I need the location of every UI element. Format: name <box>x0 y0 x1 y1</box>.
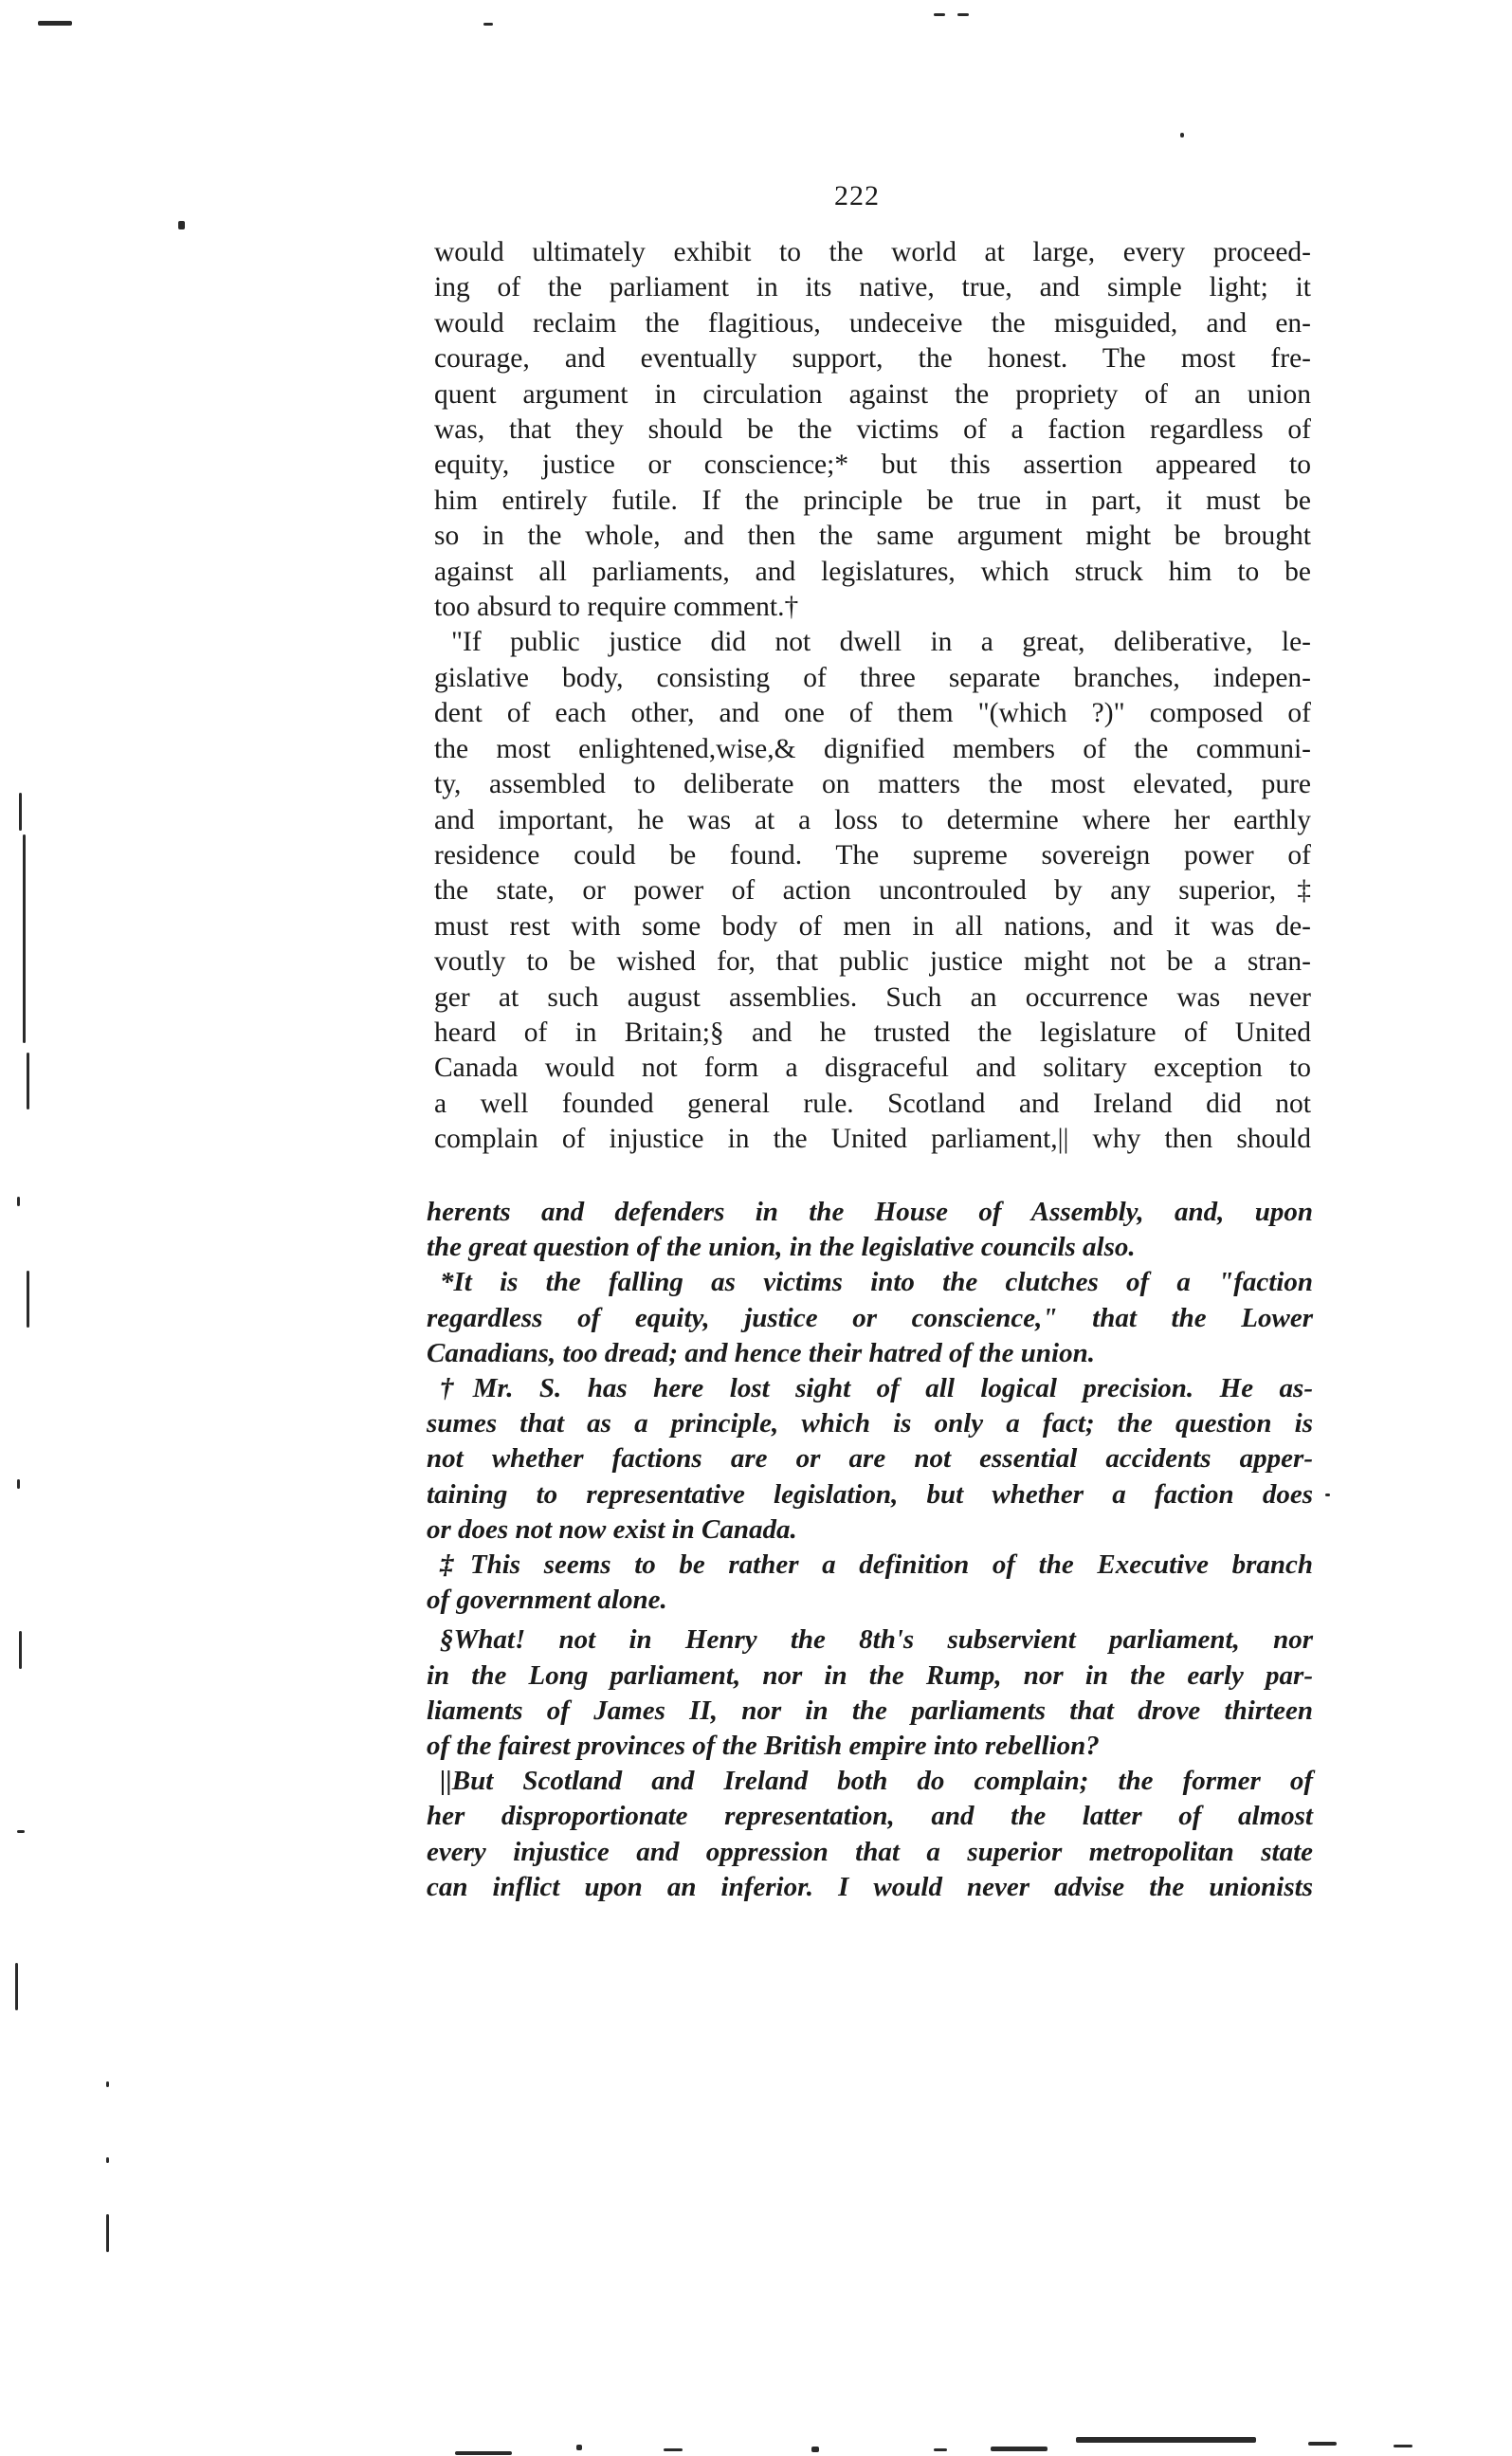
text-line: too absurd to require comment.† <box>434 592 799 623</box>
footnote-line: or does not now exist in Canada. <box>427 1513 797 1545</box>
text-line: against all parliaments, and legislatures, which struck him to be <box>434 556 1311 587</box>
text-line: would reclaim the flagitious, undeceive the misguided, and en- <box>434 307 1311 339</box>
footnote-line: *It is the falling as victims into the clutches of a "faction <box>440 1267 1313 1298</box>
footnote-line: her disproportionate representation, and the latter of almost <box>427 1801 1313 1832</box>
footnote <box>427 1764 1313 1905</box>
text-line: dent of each other, and one of them "(which ?)" composed of <box>434 698 1311 729</box>
footnotes <box>427 1195 1313 1905</box>
text-line: would ultimately exhibit to the world at large, every proceed- <box>434 237 1311 267</box>
text-line: the state, or power of action uncontrouled by any superior,‡ <box>434 875 1311 907</box>
footnote-line: §What! not in Henry the 8th's subservient parliament, nor <box>440 1624 1313 1656</box>
footnote <box>427 1548 1313 1618</box>
footnote-line: can inflict upon an inferior. I would never advise the unionists <box>427 1871 1313 1902</box>
text-line: "If public justice did not dwell in a great, deliberative, le- <box>451 627 1311 658</box>
text-line: heard of in Britain;§ and he trusted the legislature of United <box>434 1017 1311 1048</box>
main-text <box>434 235 1311 1158</box>
footnote-line: of the fairest provinces of the British empire into rebellion? <box>427 1731 1100 1762</box>
footnote-line: ||But Scotland and Ireland both do complain; the former of <box>440 1766 1313 1797</box>
text-line: courage, and eventually support, the honest. The most fre- <box>434 343 1311 375</box>
footnote-line: in the Long parliament, nor in the Rump, nor in the early par- <box>427 1659 1313 1691</box>
footnote <box>427 1265 1313 1371</box>
footnote-continuation <box>427 1195 1313 1265</box>
text-line: the most enlightened,wise,& dignified members of the communi- <box>434 733 1311 764</box>
footnote-line: herents and defenders in the House of Assembly, and, upon <box>427 1197 1313 1227</box>
footnote-line: Canadians, too dread; and hence their hatred of the union. <box>427 1337 1095 1368</box>
footnote-line: of government alone. <box>427 1585 667 1616</box>
footnote-line: †Mr. S. has here lost sight of all logical precision. He as- <box>440 1373 1313 1404</box>
text-line: quent argument in circulation against the propriety of an union <box>434 378 1311 410</box>
text-line: a well founded general rule. Scotland and Ireland did not <box>434 1088 1311 1119</box>
text-line: gislative body, consisting of three separate branches, indepen- <box>434 662 1311 693</box>
page-number: 222 <box>834 180 880 211</box>
footnote-line: sumes that as a principle, which is only a fact; the question is <box>427 1408 1313 1439</box>
footnote-line: taining to representative legislation, but whether a faction does <box>427 1478 1313 1510</box>
text-line: ty, assembled to deliberate on matters the most elevated, pure <box>434 769 1311 800</box>
text-line: must rest with some body of men in all nations, and it was de- <box>434 910 1311 942</box>
footnote-line: not whether factions are or are not essential accidents apper- <box>427 1443 1313 1475</box>
footnote <box>427 1371 1313 1548</box>
footnote-line: ‡This seems to be rather a definition of the Executive branch <box>440 1549 1313 1581</box>
text-line: ing of the parliament in its native, true, and simple light; it <box>434 272 1311 303</box>
text-line: complain of injustice in the United parliament,|| why then should <box>434 1124 1311 1155</box>
text-line: was, that they should be the victims of a faction regardless of <box>434 414 1311 446</box>
footnote-line: the great question of the union, in the legislative councils also. <box>427 1232 1136 1263</box>
footnote <box>427 1622 1313 1764</box>
footnote-line: liaments of James II, nor in the parliaments that drove thirteen <box>427 1695 1313 1726</box>
text-line: equity, justice or conscience;* but this assertion appeared to <box>434 449 1311 481</box>
text-line: Canada would not form a disgraceful and solitary exception to <box>434 1053 1311 1084</box>
text-line: residence could be found. The supreme sovereign power of <box>434 839 1311 871</box>
text-line: him entirely futile. If the principle be true in part, it must be <box>434 485 1311 516</box>
text-line: so in the whole, and then the same argument might be brought <box>434 521 1311 552</box>
text-line: voutly to be wished for, that public justice might not be a stran- <box>434 946 1311 978</box>
text-line: and important, he was at a loss to determine where her earthly <box>434 804 1311 835</box>
footnote-line: every injustice and oppression that a superior metropolitan state <box>427 1836 1313 1867</box>
footnote-line: regardless of equity, justice or conscience," that the Lower <box>427 1302 1313 1333</box>
text-line: ger at such august assemblies. Such an occurrence was never <box>434 981 1311 1013</box>
